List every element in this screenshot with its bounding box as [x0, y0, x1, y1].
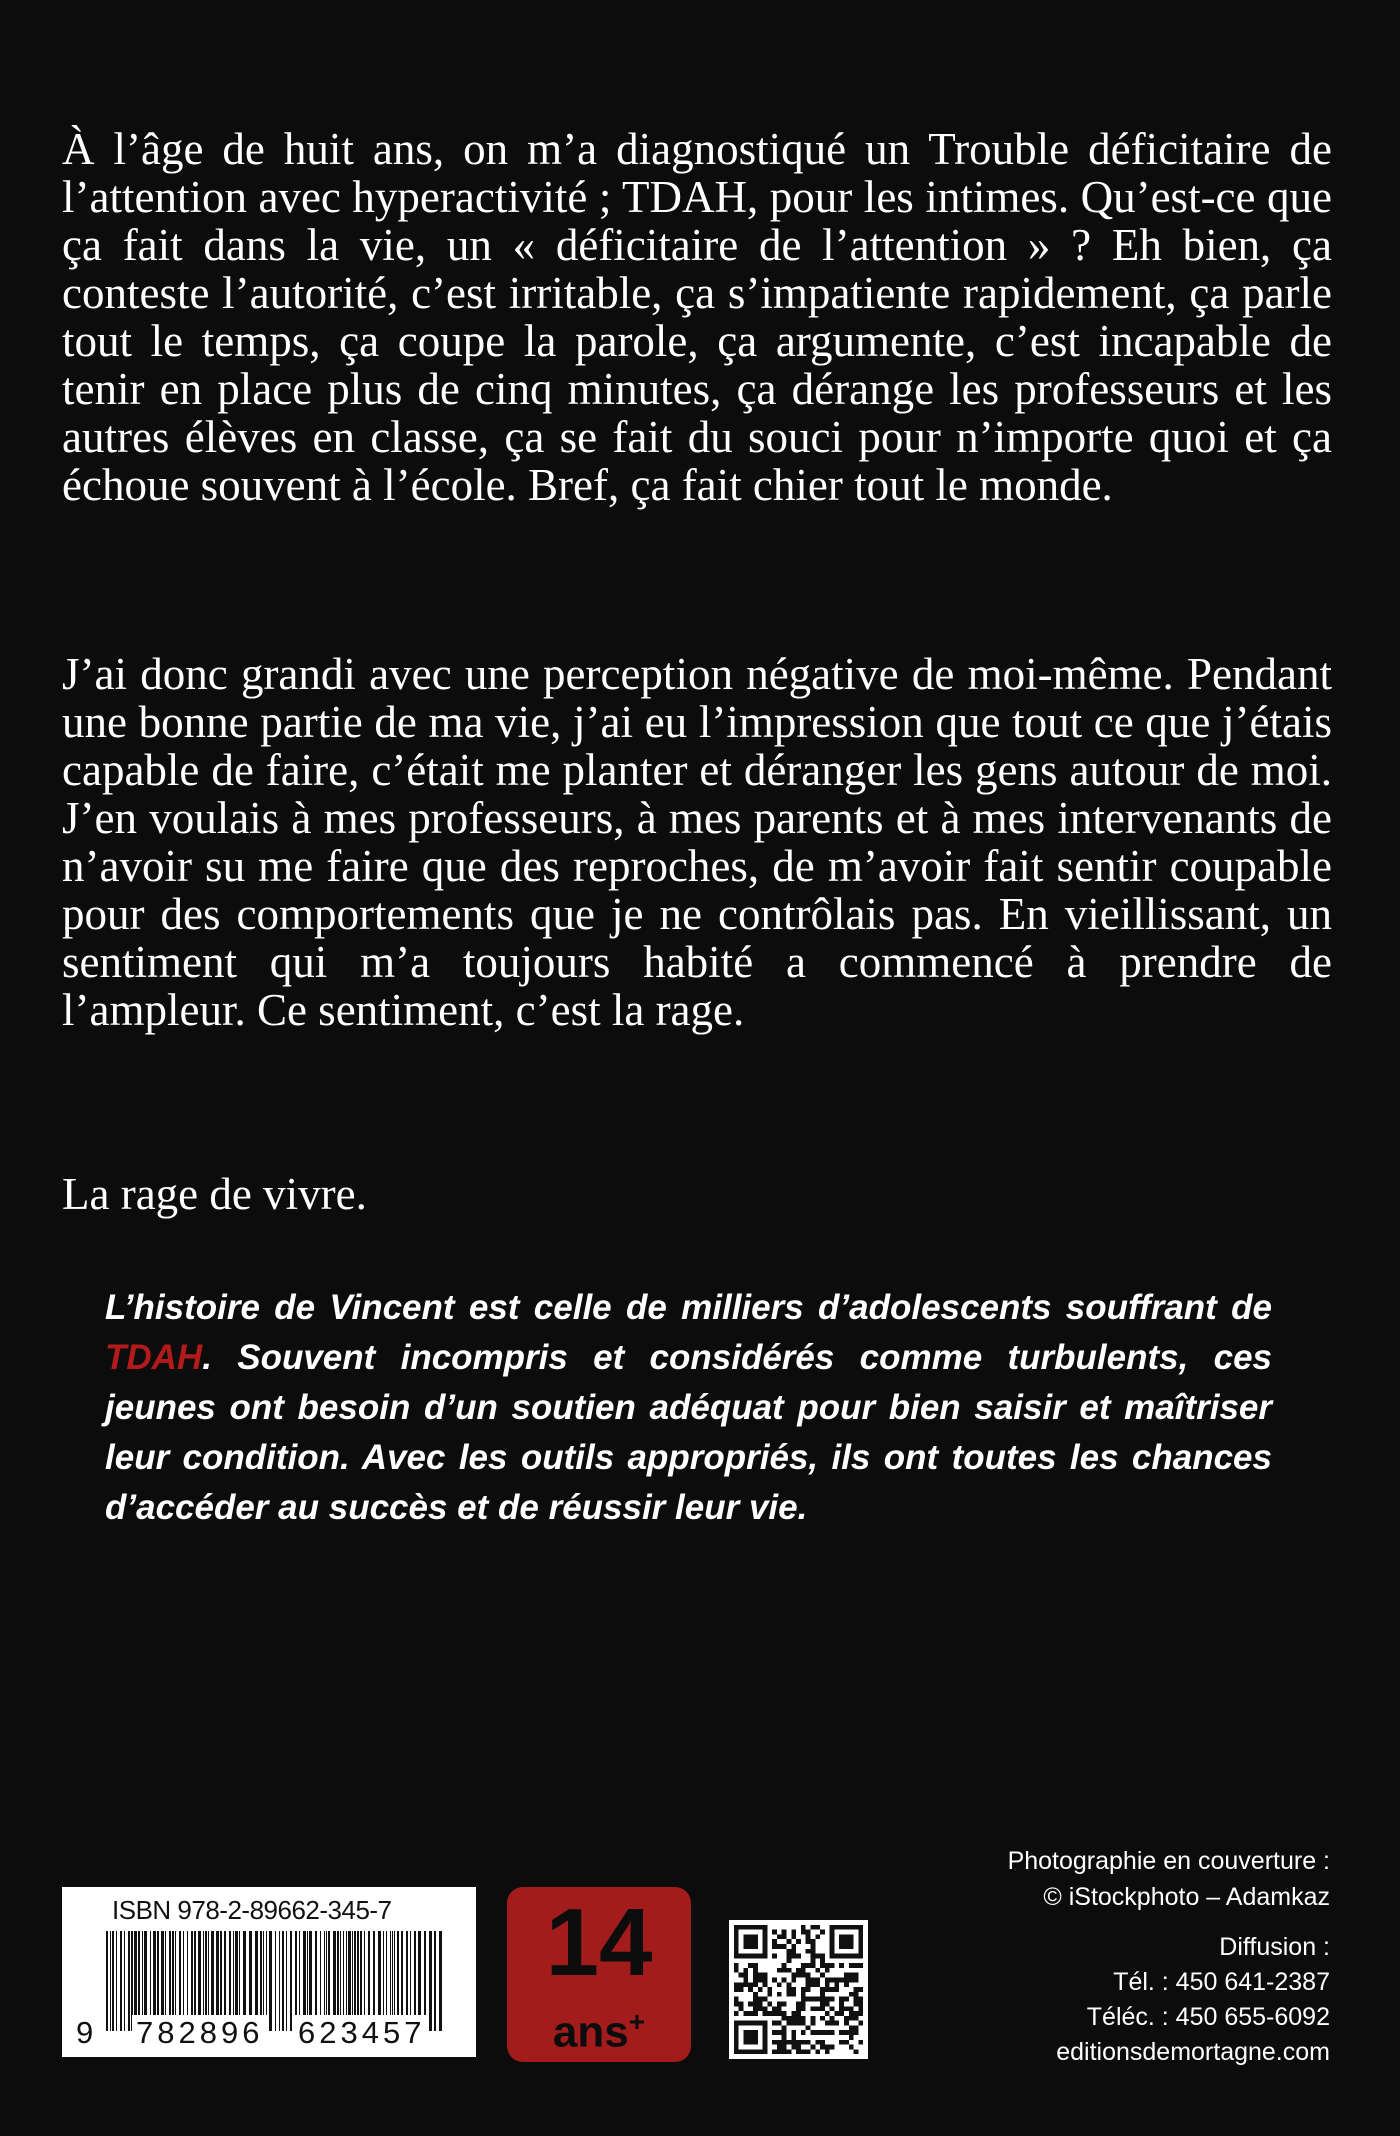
blurb-text-start: L’histoire de Vincent est celle de milliers d’adolescents souffrant de [105, 1288, 1272, 1327]
barcode-first-digit: 9 [76, 2015, 94, 2050]
age-rating-number: 14 [545, 1889, 653, 1996]
closing-line: La rage de vivre. [62, 1169, 367, 1219]
barcode-left-digits: 782896 [132, 2015, 267, 2051]
phone-number: Tél. : 450 641-2387 [1113, 1968, 1330, 1996]
age-rating-unit-text: ans [552, 2007, 629, 2057]
fax-number: Téléc. : 450 655-6092 [1086, 2003, 1330, 2031]
isbn-label: ISBN 978-2-89662-345-7 [112, 1895, 392, 1925]
publisher-website: editionsdemortagne.com [1056, 2038, 1330, 2066]
diffusion-label: Diffusion : [1219, 1933, 1330, 1961]
photo-credit-label: Photographie en couverture : [1007, 1847, 1330, 1875]
blurb-highlight: TDAH [105, 1338, 203, 1377]
barcode-right-digits: 623457 [294, 2015, 429, 2051]
age-rating-plus: + [628, 2006, 646, 2037]
blurb-paragraph [105, 1283, 1272, 1533]
age-rating-badge [507, 1887, 691, 2062]
isbn-barcode-box [62, 1887, 476, 2057]
intro-paragraph: À l’âge de huit ans, on m’a diagnostiqué un Trouble déficitaire de l’attention avec hyperactivité ; TDAH, pour les intimes. Qu’est-ce que ça fait dans la vie, un « déficitaire de l’attention » ? Eh bien, ça conteste l’autorité, c’est irritable, ça s’impatiente rapidement, ça parle tout le temps, ça coupe la parole, ça argumente, c’est incapable de tenir en place plus de cinq minutes, ça dérange les professeurs et les autres élèves en classe, ça se fait du souci pour n’importe quoi et ça échoue souvent à l’école. Bref, ça fait chier tout le monde. [62, 124, 1332, 510]
qr-code-icon [729, 1920, 868, 2059]
barcode-digits [62, 2015, 476, 2055]
age-rating-unit [507, 1997, 691, 2058]
blurb-text-end: . Souvent incompris et considérés comme turbulents, ces jeunes ont besoin d’un soutien adéquat pour bien saisir et maîtriser leur condition. Avec les outils appropriés, ils ont toutes les chances d’accéder au succès et de réussir leur vie. [105, 1338, 1272, 1527]
photo-credit: © iStockphoto – Adamkaz [1043, 1883, 1330, 1911]
second-paragraph: J’ai donc grandi avec une perception négative de moi-même. Pendant une bonne partie de ma vie, j’ai eu l’impression que tout ce que j’étais capable de faire, c’était me planter et déranger les gens autour de moi. J’en voulais à mes professeurs, à mes parents et à mes intervenants de n’avoir su me faire que des reproches, de m’avoir fait sentir coupable pour des comportements que je ne contrôlais pas. En vieillissant, un sentiment qui m’a toujours habité a commencé à prendre de l’ampleur. Ce sentiment, c’est la rage. [62, 649, 1332, 1035]
